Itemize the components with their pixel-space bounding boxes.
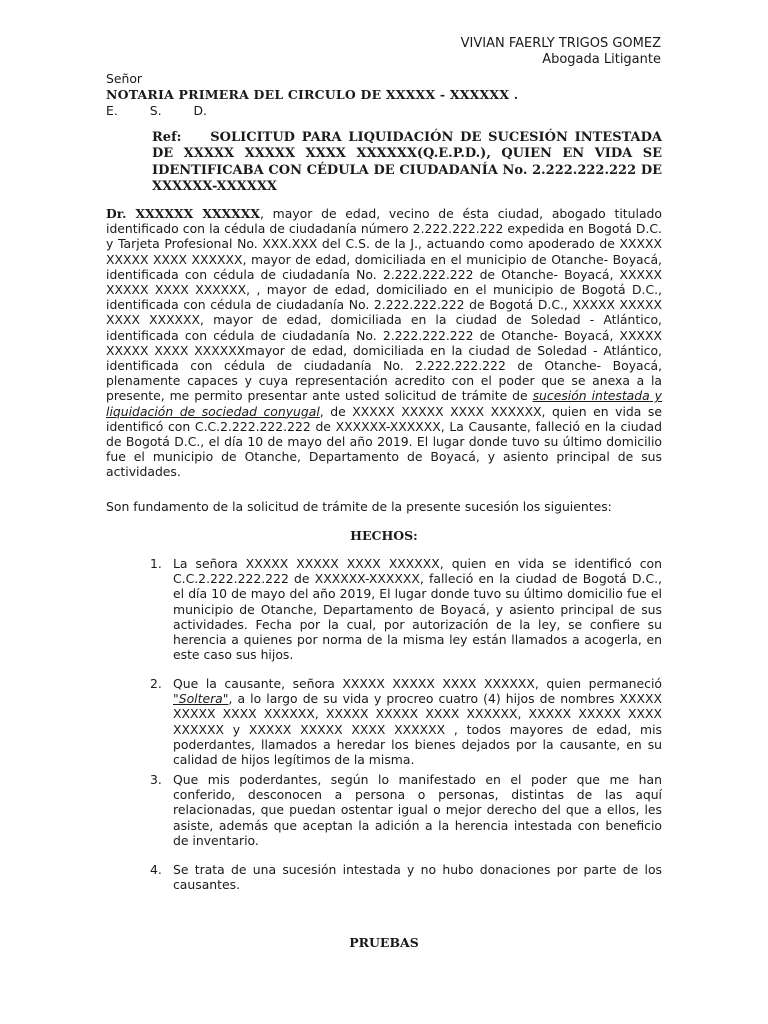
hecho-2-emphasis: "Soltera" <box>173 691 229 707</box>
hecho-number: 4. <box>150 862 162 877</box>
hecho-item-3 <box>150 772 662 848</box>
body-part-2: , de XXXXX XXXXX XXXX XXXXXX, quien en vida se identificó con C.C.2.222.222.222 de XXXXXX-XXXXXX, La Causante, falleció en la ciudad de Bogotá D.C., el día 10 de mayo del año 2019. El lugar donde tuvo su último domicilio fue el municipio de Otanche, Departamento de Boyacá, y asiento principal de sus actividades. <box>106 403 662 480</box>
body-part-1: , mayor de edad, vecino de ésta ciudad, abogado titulado identificado con la cédula de ciudadanía número 2.222.222.222 expedida en Bogotá D.C. y Tarjeta Profesional No. XXX.XXX del C.S. de la J., actuando como apoderado de XXXXX XXXXX XXXX XXXXXX, mayor de edad, domiciliada en el municipio de Otanche- Boyacá, identificada con cédula de ciudadanía No. 2.222.222.222 de Otanche- Boyacá, XXXXX XXXXX XXXX XXXXXX, , mayor de edad, domiciliado en el municipio de Bogotá D.C., identificada con cédula de ciudadanía No. 2.222.222.222 de Bogotá D.C., XXXXX XXXXX XXXX XXXXXX, mayor de edad, domiciliada en la ciudad de Soledad - Atlántico, identificada con cédula de ciudadanía No. 2.222.222.222 de Otanche- Boyacá, XXXXX XXXXX XXXX XXXXXXmayor de edad, domiciliada en la ciudad de Soledad - Atlántico, identificada con cédula de ciudadanía No. 2.222.222.222 de Otanche- Boyacá, plenamente capaces y cuya representación acredito con el poder que se anexa a la presente, me permito presentar ante usted solicitud de trámite de <box>106 206 662 404</box>
hecho-2-post: , a lo largo de su vida y procreo cuatro (4) hijos de nombres XXXXX XXXXX XXXX XXXXXX, XXXXX XXXXX XXXX XXXXXX, XXXXX XXXXX XXXX XXXXXX y XXXXX XXXXX XXXX XXXXXX , todos mayores de edad, mis poderdantes, llamados a heredar los bienes dejados por la causante, en su calidad de hijos legítimos de la misma. <box>173 691 662 768</box>
hecho-text: La señora XXXXX XXXXX XXXX XXXXXX, quien en vida se identificó con C.C.2.222.222.222 de XXXXXX-XXXXXX, falleció en la ciudad de Bogotá D.C., el día 10 de mayo del año 2019, El lugar donde tuvo su último domicilio fue el municipio de Otanche, Departamento de Boyacá, y asiento principal de sus actividades. Fecha por la cual, por autorización de la ley, se confiere su herencia a quienes por norma de la misma ley están llamados a acogerla, en este caso sus hijos. <box>173 556 662 663</box>
ref-label: Ref: <box>152 130 182 145</box>
hecho-number: 3. <box>150 772 162 787</box>
hecho-number: 1. <box>150 556 162 571</box>
hecho-text <box>173 676 662 767</box>
lawyer-role: Abogada Litigante <box>542 52 661 67</box>
esd-line: E. S. D. <box>106 103 207 118</box>
hecho-2-pre: Que la causante, señora XXXXX XXXXX XXXX XXXXXX, quien permaneció <box>173 676 662 691</box>
main-paragraph <box>106 206 662 480</box>
hecho-item-1 <box>150 556 662 662</box>
hecho-item-2 <box>150 676 662 767</box>
addressee-block <box>106 71 666 119</box>
letterhead <box>461 36 661 68</box>
body-underlined-phrase: sucesión intestada y liquidación de sociedad conyugal <box>106 388 662 419</box>
attorney-name: Dr. XXXXXX XXXXXX <box>106 206 261 221</box>
hechos-heading: HECHOS: <box>350 528 418 543</box>
reference-block <box>152 130 662 195</box>
pruebas-heading: PRUEBAS <box>349 935 419 950</box>
hecho-text: Se trata de una sucesión intestada y no hubo donaciones por parte de los causantes. <box>173 862 662 893</box>
hecho-text: Que mis poderdantes, según lo manifestado en el poder que me han conferido, desconocen a persona o personas, distintas de las aquí relacionadas, que puedan ostentar igual o mejor derecho del que a ellos, les asiste, además que aceptan la adición a la herencia intestada con beneficio de inventario. <box>173 772 662 848</box>
ref-text: SOLICITUD PARA LIQUIDACIÓN DE SUCESIÓN INTESTADA DE XXXXX XXXXX XXXX XXXXXX(Q.E.P.D.), QUIEN EN VIDA SE IDENTIFICABA CON CÉDULA DE CIUDADANÍA No. 2.222.222.222 DE XXXXXX-XXXXXX <box>152 130 662 194</box>
lawyer-name: VIVIAN FAERLY TRIGOS GOMEZ <box>460 36 661 51</box>
hecho-item-4 <box>150 862 662 892</box>
fundamento-line: Son fundamento de la solicitud de trámite de la presente sucesión los siguientes: <box>106 499 612 514</box>
salutation: Señor <box>106 71 143 86</box>
notaria-name: NOTARIA PRIMERA DEL CIRCULO DE XXXXX - XXXXXX . <box>106 87 519 102</box>
hecho-number: 2. <box>150 676 162 691</box>
